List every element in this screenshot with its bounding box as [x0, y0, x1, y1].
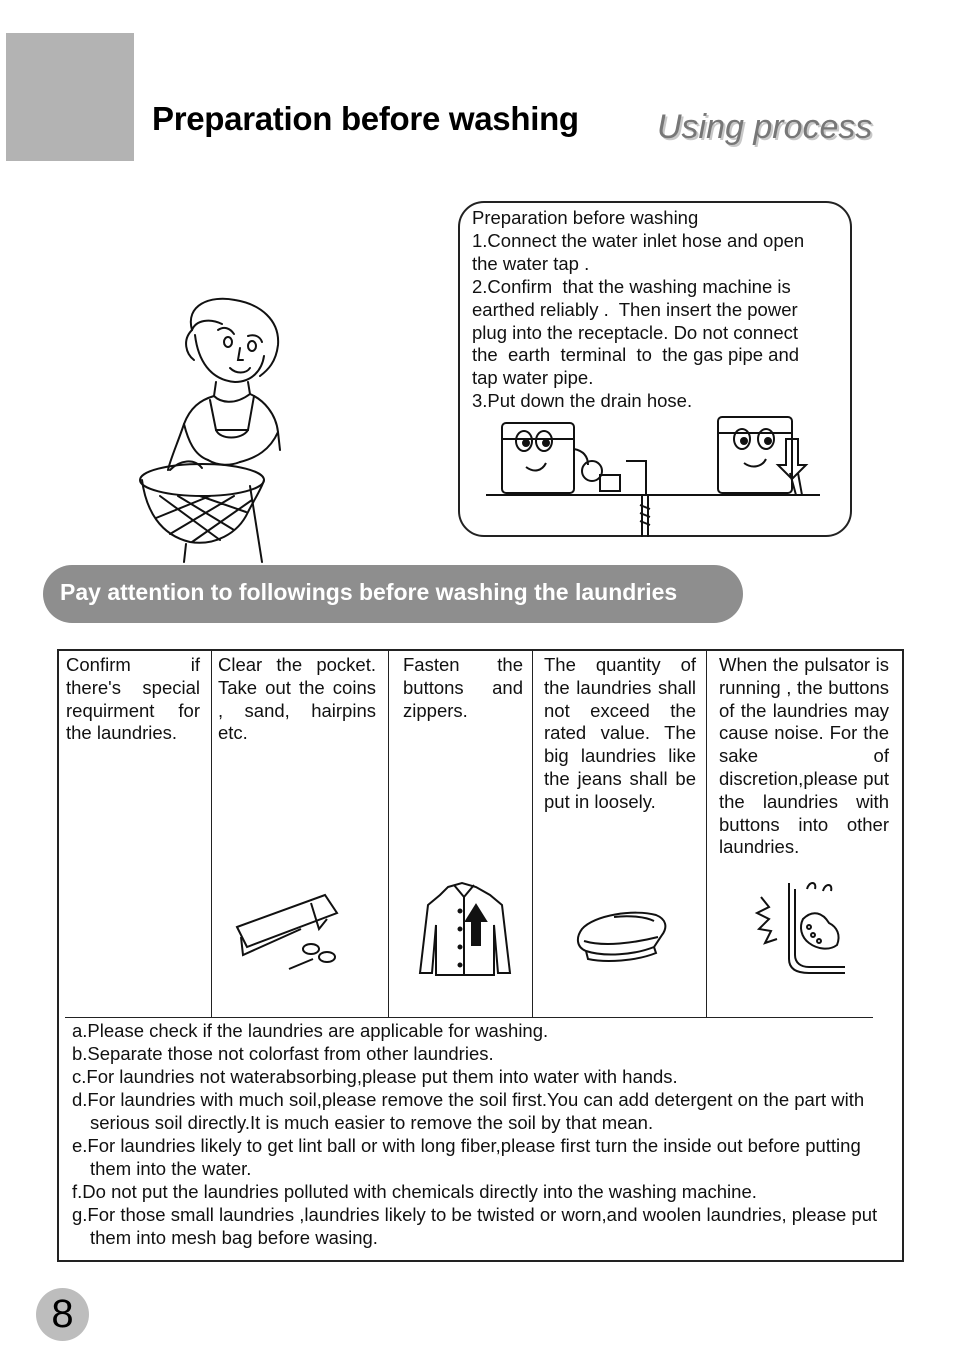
column-fasten-buttons: Fasten the buttons and zippers.: [403, 654, 523, 721]
page-title: Preparation before washing: [152, 100, 579, 137]
prep-line: 2.Confirm that the washing machine is: [472, 275, 791, 297]
note-item: f.Do not put the laundries polluted with chemicals directly into the washing machine.: [72, 1181, 757, 1202]
prep-line: the water tap .: [472, 252, 590, 274]
note-item: e.For laundries likely to get lint ball or with long fiber,please first turn the inside out before putting them into the water.: [72, 1135, 861, 1179]
section-title: Using process: [657, 108, 873, 146]
laundry-checklist-table: [57, 649, 904, 1262]
table-row-divider: [65, 1017, 873, 1018]
note-item: g.For those small laundries ,laundries likely to be twisted or worn,and woolen laundries, please put them into mesh bag before wasing.: [72, 1204, 878, 1248]
prep-line: tap water pipe.: [472, 367, 594, 389]
prep-line: 3.Put down the drain hose.: [472, 390, 693, 412]
column-divider: [388, 651, 389, 1018]
prep-line: 1.Connect the water inlet hose and open: [472, 229, 805, 251]
woman-with-basket-illustration: [130, 290, 290, 570]
noise-buttons-icon: [753, 879, 849, 977]
column-divider: [532, 651, 533, 1018]
note-item: d.For laundries with much soil,please remove the soil first.You can add detergent on the part with serious soil directly.It is much easier to remove the soil by that mean.: [72, 1089, 865, 1133]
column-clear-pocket: Clear the pocket. Take out the coins , sand, hairpins etc.: [218, 654, 376, 744]
attention-banner: Pay attention to followings before washing the laundries: [43, 565, 743, 623]
column-pulsator-noise: When the pulsator is running , the buttons of the laundries may cause noise. For the sake of discretion,please put the laundries with buttons into other laundries.: [719, 654, 889, 858]
prep-line: Preparation before washing: [472, 207, 699, 228]
column-special-requirement: Confirm if there's special requirment for the laundries.: [66, 654, 200, 744]
note-item: a.Please check if the laundries are applicable for washing.: [72, 1020, 549, 1041]
laundry-notes: [72, 1019, 902, 1249]
preparation-text: [472, 207, 850, 413]
column-divider: [211, 651, 212, 1018]
column-divider: [706, 651, 707, 1018]
washing-machines-illustration: [480, 409, 826, 539]
shirt-icon: [414, 881, 516, 981]
prep-line: earthed reliably . Then insert the power: [472, 298, 798, 320]
preparation-callout: [458, 201, 852, 537]
prep-line: the earth terminal to the gas pipe and: [472, 344, 800, 366]
folded-laundry-icon: [574, 907, 670, 965]
note-item: c.For laundries not waterabsorbing,please put them into water with hands.: [72, 1066, 678, 1087]
pocket-coins-icon: [231, 889, 343, 975]
column-quantity: The quantity of the laundries shall not exceed the rated value. The big laundries like the jeans shall be put in loosely.: [544, 654, 696, 812]
page-number: 8: [36, 1288, 89, 1341]
header-gray-block: [6, 33, 134, 161]
prep-line: plug into the receptacle. Do not connect: [472, 321, 799, 343]
note-item: b.Separate those not colorfast from other laundries.: [72, 1043, 494, 1064]
